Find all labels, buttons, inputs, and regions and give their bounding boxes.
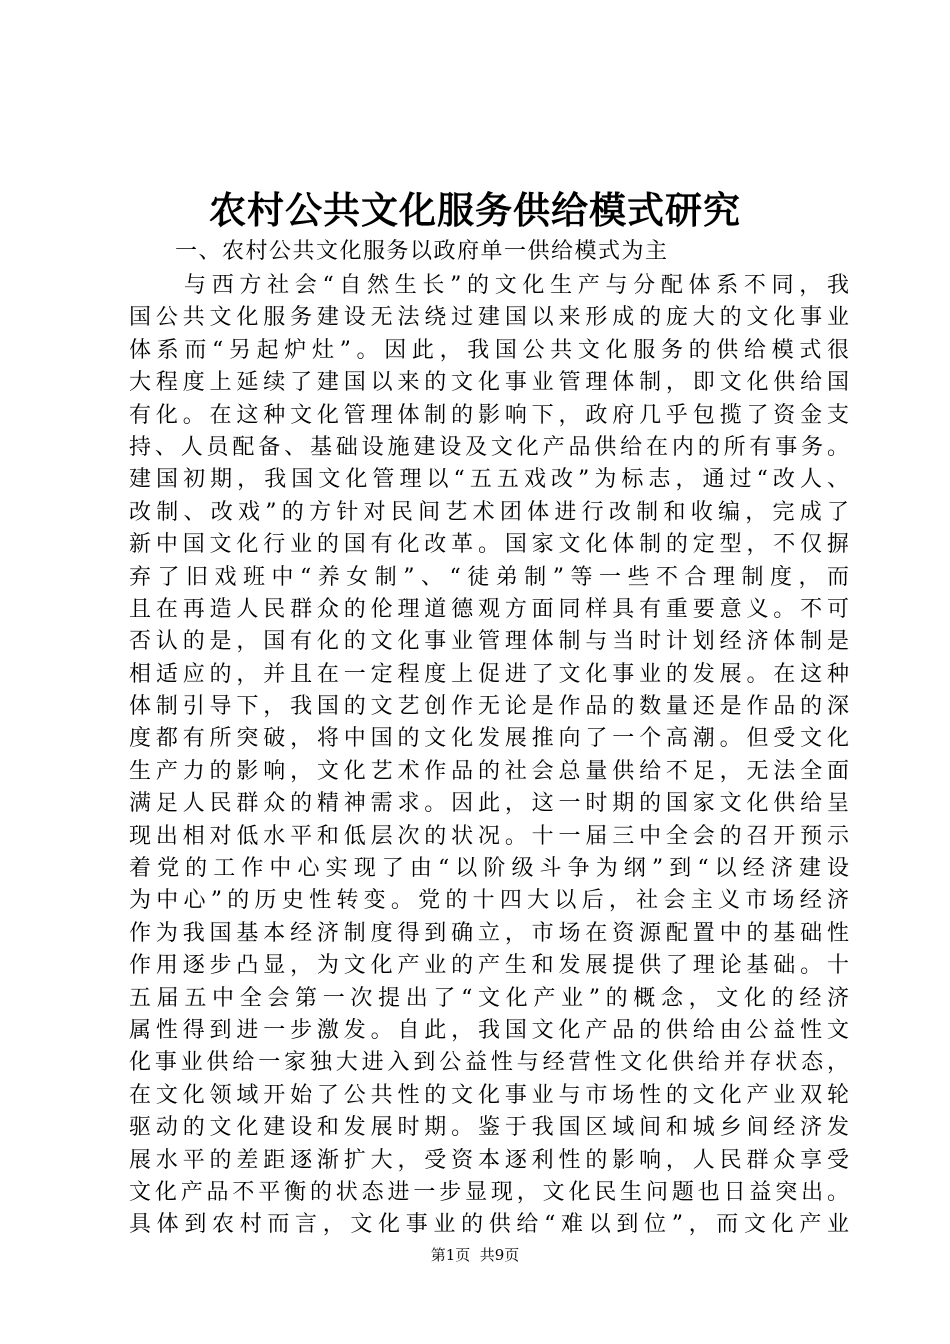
- body-line: 在文化领域开始了公共性的文化事业与市场性的文化产业双轮: [129, 1082, 849, 1108]
- body-line: 有化。在这种文化管理体制的影响下，政府几乎包揽了资金支: [129, 402, 849, 428]
- document-title: 农村公共文化服务供给模式研究: [209, 188, 741, 232]
- body-line: 建国初期，我国文化管理以“五五戏改”为标志，通过“改人、: [129, 467, 849, 493]
- body-line: 体系而“另起炉灶”。因此，我国公共文化服务的供给模式很: [129, 337, 849, 363]
- body-line: 作用逐步凸显，为文化产业的产生和发展提供了理论基础。十: [129, 953, 849, 979]
- body-line: 弃了旧戏班中“养女制”、“徒弟制”等一些不合理制度，而: [129, 564, 849, 590]
- body-line: 生产力的影响，文化艺术作品的社会总量供给不足，无法全面: [129, 758, 849, 784]
- body-line: 度都有所突破，将中国的文化发展推向了一个高潮。但受文化: [129, 726, 849, 752]
- body-line: 具体到农村而言，文化事业的供给“难以到位”，而文化产业: [129, 1212, 849, 1238]
- body-line: 作为我国基本经济制度得到确立，市场在资源配置中的基础性: [129, 920, 849, 946]
- body-line: 体制引导下，我国的文艺创作无论是作品的数量还是作品的深: [129, 694, 849, 720]
- body-line: 驱动的文化建设和发展时期。鉴于我国区域间和城乡间经济发: [129, 1115, 849, 1141]
- body-line: 文化产品不平衡的状态进一步显现，文化民生问题也日益突出。: [129, 1179, 849, 1205]
- body-line: 着党的工作中心实现了由“以阶级斗争为纲”到“以经济建设: [129, 856, 849, 882]
- body-line: 相适应的，并且在一定程度上促进了文化事业的发展。在这种: [129, 661, 849, 687]
- body-line: 大程度上延续了建国以来的文化事业管理体制，即文化供给国: [129, 370, 849, 396]
- body-line: 满足人民群众的精神需求。因此，这一时期的国家文化供给呈: [129, 791, 849, 817]
- page-footer: 第1页 共9页: [430, 1246, 520, 1264]
- body-line: 且在再造人民群众的伦理道德观方面同样具有重要意义。不可: [129, 596, 849, 622]
- body-line: 改制、改戏”的方针对民间艺术团体进行改制和收编，完成了: [129, 499, 849, 525]
- body-line: 持、人员配备、基础设施建设及文化产品供给在内的所有事务。: [129, 434, 849, 460]
- body-line: 否认的是，国有化的文化事业管理体制与当时计划经济体制是: [129, 629, 849, 655]
- body-line: 五届五中全会第一次提出了“文化产业”的概念，文化的经济: [129, 985, 849, 1011]
- body-line: 化事业供给一家独大进入到公益性与经营性文化供给并存状态，: [129, 1050, 849, 1076]
- body-line: 为中心”的历史性转变。党的十四大以后，社会主义市场经济: [129, 888, 849, 914]
- body-paragraph: [129, 270, 849, 1242]
- body-line: 现出相对低水平和低层次的状况。十一届三中全会的召开预示: [129, 823, 849, 849]
- body-line: 属性得到进一步激发。自此，我国文化产品的供给由公益性文: [129, 1017, 849, 1043]
- section-heading: 一、农村公共文化服务以政府单一供给模式为主: [175, 239, 669, 264]
- body-line: 展水平的差距逐渐扩大，受资本逐利性的影响，人民群众享受: [129, 1147, 849, 1173]
- body-line: 新中国文化行业的国有化改革。国家文化体制的定型，不仅摒: [129, 532, 849, 558]
- body-line: 国公共文化服务建设无法绕过建国以来形成的庞大的文化事业: [129, 305, 849, 331]
- body-line: 与西方社会“自然生长”的文化生产与分配体系不同，我: [184, 273, 849, 298]
